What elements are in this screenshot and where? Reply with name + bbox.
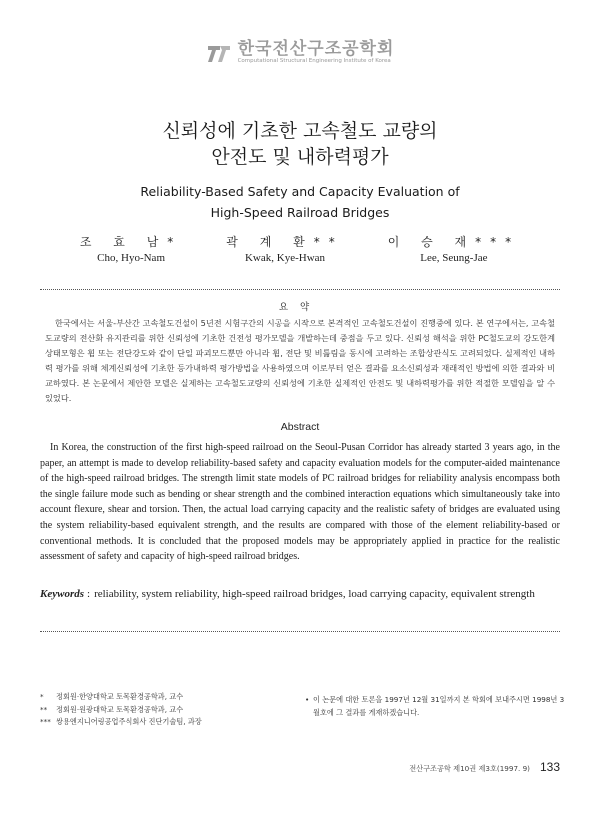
footnote [40, 704, 300, 717]
footnote-text: 쌍용엔지니어링공업주식회사 진단기술팀, 과장 [56, 717, 202, 726]
notice-text: 이 논문에 대한 토론을 1997년 12월 31일까지 본 학회에 보내주시면 1998년 3월호에 그 결과를 게재하겠습니다. [313, 695, 565, 717]
author-name-kr: 조 효 남* [79, 235, 183, 249]
author-list [0, 234, 600, 266]
keywords-list: reliability, system reliability, high-speed railroad bridges, load carrying capacity, equivalent strength [94, 588, 535, 600]
footnote-mark: * [40, 692, 44, 701]
abstract-en-body: In Korea, the construction of the first high-speed railroad on the Seoul-Pusan Corridor has already started 3 years ago, in the paper, an attempt is made to develop reliability-based safety and capacity evaluation models for the computer-aided maintenance of the high-speed railroad bridges. The strength limit state models of PC railroad bridges for reliability analysis encompass both the single failure mode such as bending or shear strength and the combined interaction equations which simultaneously take into account flexure, shear and torsion. Then, the actual load carrying capacity and the realistic safety of bridges are evaluated using the system reliability-based equivalent strength, and the results are compared with those of the element reliability-based or conventional methods. It is concluded that the proposed models may be appropriately applied in practice for the realistic assessment of safety and capacity of high-speed railroad bridges. [40, 442, 560, 563]
abstract-en-heading: Abstract [280, 421, 320, 433]
footnote [40, 716, 300, 729]
footnote-text: 정회원·한양대학교 토목환경공학과, 교수 [56, 692, 184, 701]
footnote-mark: ** [40, 704, 48, 714]
journal-citation: 전산구조공학 제10권 제3호(1997. 9) [409, 764, 530, 773]
author-1 [80, 234, 182, 266]
society-name-kr: 한국전산구조공학회 [237, 39, 395, 59]
author-2 [226, 234, 343, 266]
footnote [40, 691, 300, 704]
title-en-line-1: Reliability-Based Safety and Capacity Evaluation of [140, 184, 460, 199]
author-name-kr: 이 승 재*** [387, 235, 521, 249]
footnote-mark: *** [40, 717, 51, 726]
page-number: 133 [539, 760, 560, 774]
keywords-colon: : [87, 588, 91, 600]
footnote-text: 정회원·원광대학교 토목환경공학과, 교수 [56, 704, 184, 714]
author-name-kr: 곽 계 환** [226, 235, 344, 249]
divider-top [40, 289, 560, 290]
abstract-kr-body: 한국에서는 서울-부산간 고속철도건설이 5년전 시험구간의 시공을 시작으로 본격적인 고속철도건설이 진행중에 있다. 본 연구에서는, 고속철도교량의 전산화 유지관리를 위한 신뢰성에 기초한 건전성 평가모델을 개발하는데 중점을 두고 있다. 신뢰성 해석을 위한 PC철도교의 강도한계상태모형은 휨 또는 전단강도와 같이 단일 파괴모드뿐만 아니라 휨, 전단 및 비틂림을 동시에 고려하는 조합상관식도 고려되었다. 실제적인 내하력 평가를 위해 체계신뢰성에 기초한 등가내하력 평가방법을 사용하였으며 이로부터 얻은 결과를 요소신뢰성과 재래적인 방법에 의한 결과와 비교하였다. 본 논문에서 제안한 모델은 실제하는 고속철도교량의 신뢰성에 기초한 실제적인 안전도 및 내하력평가를 위한 적절한 모델임을 알 수 있었다. [45, 318, 555, 403]
notice-bullet: • [305, 695, 310, 704]
author-name-en: Cho, Hyo-Nam [97, 252, 165, 264]
paper-title-english [0, 181, 600, 223]
paper-title-korean [0, 118, 600, 170]
divider-bottom [40, 631, 560, 632]
author-name-en: Kwak, Kye-Hwan [244, 252, 326, 264]
society-name-en: Computational Structural Engineering Institute of Korea [237, 58, 391, 64]
keywords-label: Keywords [40, 588, 84, 600]
abstract-kr-heading: 요약 [278, 302, 322, 313]
society-emblem-icon [206, 42, 232, 64]
author-name-en: Lee, Seung-Jae [420, 252, 488, 264]
author-affiliations [40, 691, 300, 729]
title-kr-line-1: 신뢰성에 기초한 고속철도 교량의 [162, 120, 438, 142]
discussion-notice [305, 694, 565, 719]
society-logo [0, 40, 600, 65]
title-en-line-2: High-Speed Railroad Bridges [210, 205, 390, 220]
keywords [40, 586, 560, 603]
title-kr-line-2: 안전도 및 내하력평가 [211, 146, 389, 168]
page-footer [350, 760, 560, 774]
author-3 [388, 234, 520, 266]
